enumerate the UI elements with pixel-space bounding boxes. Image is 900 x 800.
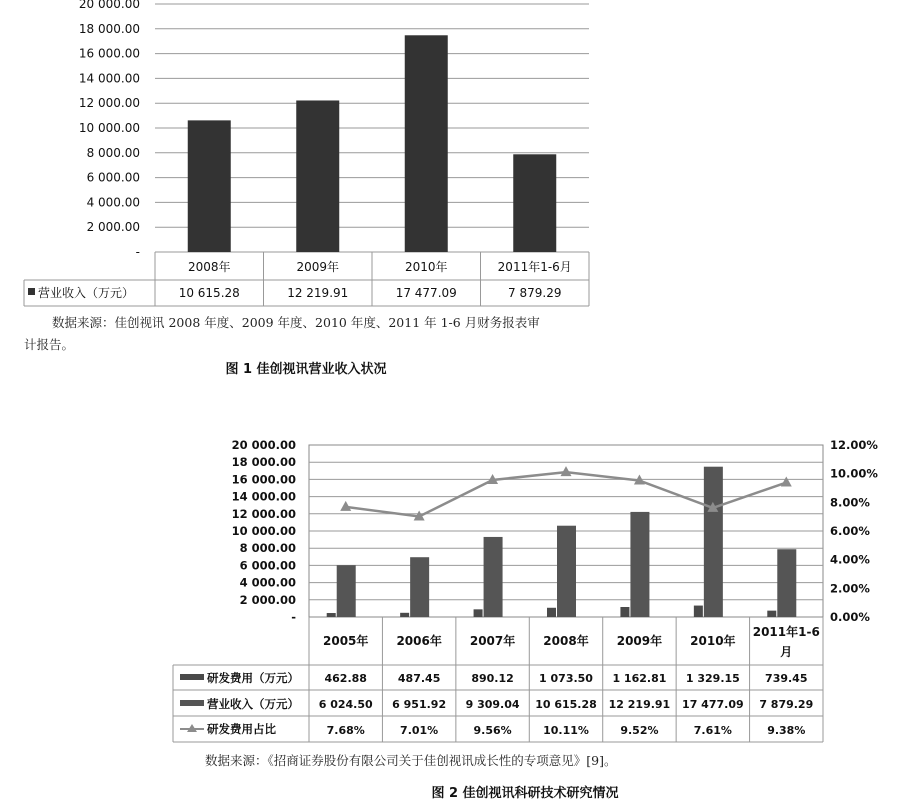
fig2-left-y-tick-labels xyxy=(232,438,297,624)
fig2-revenue-data-label: 6 024.50 xyxy=(318,698,373,711)
fig2-ratio-data-label: 7.68% xyxy=(326,724,365,737)
fig2-rd-data-label: 487.45 xyxy=(397,672,441,685)
fig2-table-cells xyxy=(319,617,820,742)
fig1-y-tick-label: 4 000.00 xyxy=(86,195,140,210)
fig2-rd-bar xyxy=(400,613,409,617)
fig2-left-y-tick-label: 14 000.00 xyxy=(231,489,296,504)
fig2-rd-bar xyxy=(327,613,336,617)
fig2-x-tick-label: 2005年 xyxy=(323,634,369,648)
fig1-series-name: 营业收入（万元） xyxy=(38,286,135,300)
fig2-left-y-tick-label: - xyxy=(291,610,296,624)
fig1-y-tick-label: 18 000.00 xyxy=(78,21,140,36)
fig2-x-tick-label-continued: 月 xyxy=(780,645,793,659)
fig1-bars xyxy=(188,35,557,252)
fig2-x-tick-label: 2010年 xyxy=(690,634,736,648)
fig1-x-tick-label: 2010年 xyxy=(404,260,448,274)
fig2-revenue-data-label: 9 309.04 xyxy=(465,698,520,711)
fig2-revenue-bar xyxy=(337,565,356,617)
fig1-legend-key xyxy=(28,285,134,300)
fig1-y-tick-label: - xyxy=(135,245,140,259)
fig2-left-y-tick-label: 10 000.00 xyxy=(231,524,296,538)
fig2-x-tick-label: 2007年 xyxy=(469,634,516,648)
fig2-bars xyxy=(327,467,797,617)
fig2-ratio-point xyxy=(340,501,351,511)
fig2-rd-bar xyxy=(694,606,703,617)
fig2-series-name-rd: 研发费用（万元） xyxy=(207,671,299,685)
figure-1 xyxy=(24,0,589,377)
fig2-ratio-line xyxy=(340,466,792,520)
fig2-left-y-tick-label: 8 000.00 xyxy=(239,541,296,556)
fig2-left-y-tick-label: 18 000.00 xyxy=(231,455,296,470)
fig2-right-y-tick-label: 2.00% xyxy=(830,581,870,596)
figure-2 xyxy=(173,438,878,800)
fig1-bar xyxy=(188,120,231,252)
fig2-ratio-point xyxy=(781,477,792,487)
fig1-y-tick-label: 8 000.00 xyxy=(86,145,140,160)
fig1-bar xyxy=(405,35,448,252)
fig2-left-y-tick-label: 2 000.00 xyxy=(239,592,296,607)
fig2-ratio-data-label: 9.56% xyxy=(473,724,512,737)
fig1-data-label: 17 477.09 xyxy=(395,286,457,300)
fig2-revenue-data-label: 6 951.92 xyxy=(392,698,447,711)
fig1-source-note: 数据来源：佳创视讯 2008 年度、2009 年度、2010 年度、2011 年 1-6 月财务报表审 xyxy=(52,315,540,330)
fig2-right-y-tick-label: 0.00% xyxy=(830,610,870,624)
fig1-x-tick-label: 2008年 xyxy=(187,260,231,274)
fig1-bar xyxy=(296,100,339,252)
fig2-right-y-tick-label: 6.00% xyxy=(830,524,870,538)
fig2-revenue-bar xyxy=(410,557,429,617)
fig2-rd-bar xyxy=(767,611,776,617)
fig2-left-y-tick-label: 20 000.00 xyxy=(231,438,296,452)
fig2-revenue-data-label: 7 879.29 xyxy=(759,698,814,711)
fig2-ratio-data-label: 10.11% xyxy=(543,724,589,737)
fig2-revenue-bar xyxy=(777,549,796,617)
fig2-left-y-tick-label: 12 000.00 xyxy=(231,506,296,521)
fig2-rd-data-label: 462.88 xyxy=(324,672,367,685)
fig2-revenue-bar xyxy=(484,537,503,617)
fig1-x-tick-label: 2011年1-6月 xyxy=(497,260,572,274)
fig1-y-tick-labels xyxy=(79,0,140,259)
fig2-source-note: 数据来源：《招商证券股份有限公司关于佳创视讯成长性的专项意见》[9]。 xyxy=(205,753,617,768)
fig1-y-tick-label: 14 000.00 xyxy=(78,71,140,86)
fig2-x-tick-label: 2006年 xyxy=(396,634,442,648)
fig2-right-y-tick-label: 8.00% xyxy=(830,495,870,510)
fig2-revenue-bar xyxy=(557,526,576,617)
fig1-caption: 图 1 佳创视讯营业收入状况 xyxy=(225,362,387,377)
fig1-table-cells xyxy=(179,252,572,306)
fig1-y-tick-label: 12 000.00 xyxy=(78,96,140,111)
fig2-series-name-revenue: 营业收入（万元） xyxy=(207,697,299,711)
fig2-right-y-tick-label: 12.00% xyxy=(830,438,878,452)
fig1-y-tick-label: 20 000.00 xyxy=(78,0,140,11)
fig2-right-y-tick-label: 4.00% xyxy=(830,552,870,567)
fig2-rd-data-label: 1 329.15 xyxy=(685,672,740,685)
fig2-ratio-data-label: 9.38% xyxy=(767,724,806,737)
fig2-ratio-data-label: 7.01% xyxy=(400,724,439,737)
fig2-caption: 图 2 佳创视讯科研技术研究情况 xyxy=(431,786,619,800)
fig2-revenue-bar xyxy=(630,512,649,617)
fig2-series-name-ratio: 研发费用占比 xyxy=(207,722,276,736)
fig1-data-label: 7 879.29 xyxy=(508,286,562,300)
fig2-left-y-tick-label: 6 000.00 xyxy=(239,558,296,573)
fig1-source-note-continued: 计报告。 xyxy=(24,337,75,352)
fig2-ratio-data-label: 9.52% xyxy=(620,724,659,737)
fig2-rd-data-label: 1 073.50 xyxy=(539,672,593,685)
fig1-y-tick-label: 6 000.00 xyxy=(86,170,140,185)
fig2-revenue-data-label: 17 477.09 xyxy=(682,698,744,711)
fig2-revenue-bar xyxy=(704,467,723,617)
fig2-x-tick-label: 2011年1-6 xyxy=(752,625,820,639)
fig1-bar xyxy=(513,154,556,252)
fig1-y-tick-label: 16 000.00 xyxy=(78,46,140,61)
fig2-revenue-data-label: 10 615.28 xyxy=(535,698,597,711)
fig2-revenue-data-label: 12 219.91 xyxy=(608,698,671,711)
fig2-rd-data-label: 1 162.81 xyxy=(612,672,667,685)
fig1-y-tick-label: 2 000.00 xyxy=(86,220,140,235)
fig1-y-tick-label: 10 000.00 xyxy=(78,121,140,135)
fig2-rd-bar xyxy=(474,609,483,617)
fig2-ratio-point xyxy=(561,466,572,476)
fig2-right-y-tick-labels xyxy=(830,438,878,624)
fig1-data-label: 10 615.28 xyxy=(178,286,240,300)
fig2-ratio-data-label: 7.61% xyxy=(693,724,732,737)
fig2-rd-data-label: 890.12 xyxy=(471,672,514,685)
fig1-x-tick-label: 2009年 xyxy=(296,260,340,274)
fig2-x-tick-label: 2008年 xyxy=(543,634,589,648)
fig1-data-label: 12 219.91 xyxy=(287,286,349,300)
fig2-x-tick-label: 2009年 xyxy=(616,634,663,648)
fig2-left-y-tick-label: 4 000.00 xyxy=(239,575,296,590)
fig2-rd-data-label: 739.45 xyxy=(765,672,808,685)
fig2-rd-bar xyxy=(547,608,556,617)
fig2-left-y-tick-label: 16 000.00 xyxy=(231,472,296,487)
fig2-rd-bar xyxy=(620,607,629,617)
fig2-right-y-tick-label: 10.00% xyxy=(830,466,878,481)
fig2-legend-keys xyxy=(180,671,299,736)
